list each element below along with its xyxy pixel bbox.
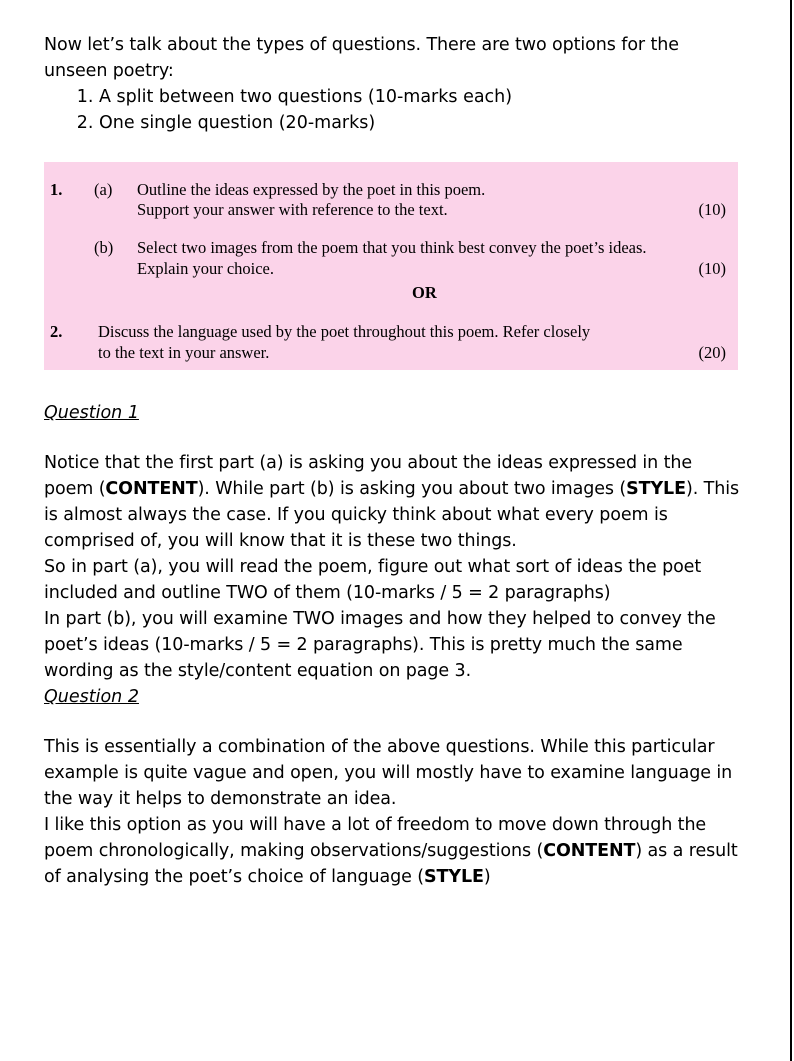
emphasis-content: CONTENT — [543, 841, 636, 861]
options-list — [44, 84, 744, 136]
q1a-label: (a) — [94, 180, 113, 199]
q2-marks: (20) — [698, 343, 726, 362]
q1b-marks: (10) — [698, 259, 726, 278]
question1-part-b-paragraph: In part (b), you will examine TWO images and how they helped to convey the poet’s ideas (10-marks / 5 = 2 paragraphs). This is pretty much the same wording as the style/content equation on page 3. — [44, 609, 716, 681]
q2-number: 2. — [50, 322, 63, 341]
question1-heading: Question 1 — [44, 403, 139, 423]
q1a-line1: Outline the ideas expressed by the poet in this poem. — [137, 180, 486, 199]
q1a-line2: Support your answer with reference to the text. — [137, 200, 448, 219]
question1-paragraph: Notice that the first part (a) is asking you about the ideas expressed in the poem (CONTENT). While part (b) is asking you about two images (STYLE). This is almost always the case. If you quicky think about what every poem is comprised of, you will know that it is these two things. — [44, 453, 739, 551]
option-item: 1. A split between two questions (10-marks each) — [99, 84, 744, 110]
question2-option-paragraph: I like this option as you will have a lot of freedom to move down through the poem chronologically, making observations/suggestions (CONTENT) as a result of analysing the poet’s choice of language (STYLE) — [44, 815, 738, 887]
q1b-line1: Select two images from the poem that you think best convey the poet’s ideas. — [137, 238, 647, 257]
or-separator: OR — [412, 283, 437, 302]
option-item: 2. One single question (20-marks) — [99, 110, 744, 136]
q1a-marks: (10) — [698, 200, 726, 219]
q1b-line2: Explain your choice. — [137, 259, 274, 278]
emphasis-style: STYLE — [626, 479, 686, 499]
document-body — [44, 32, 744, 890]
page-border — [790, 0, 792, 1061]
q1-number: 1. — [50, 180, 63, 199]
emphasis-content: CONTENT — [105, 479, 198, 499]
q2-line2: to the text in your answer. — [98, 343, 270, 362]
emphasis-style: STYLE — [424, 867, 484, 887]
question2-heading: Question 2 — [44, 687, 139, 707]
question2-paragraph: This is essentially a combination of the above questions. While this particular example is quite vague and open, you will mostly have to examine language in the way it helps to demonstrate an idea. — [44, 737, 733, 809]
exam-questions-box — [44, 162, 738, 370]
question1-part-a-paragraph: So in part (a), you will read the poem, figure out what sort of ideas the poet included and outline TWO of them (10-marks / 5 = 2 paragraphs) — [44, 557, 702, 603]
q1b-label: (b) — [94, 238, 114, 257]
intro-paragraph: Now let’s talk about the types of questions. There are two options for the unseen poetry: — [44, 35, 679, 81]
q2-line1: Discuss the language used by the poet throughout this poem. Refer closely — [98, 322, 591, 341]
